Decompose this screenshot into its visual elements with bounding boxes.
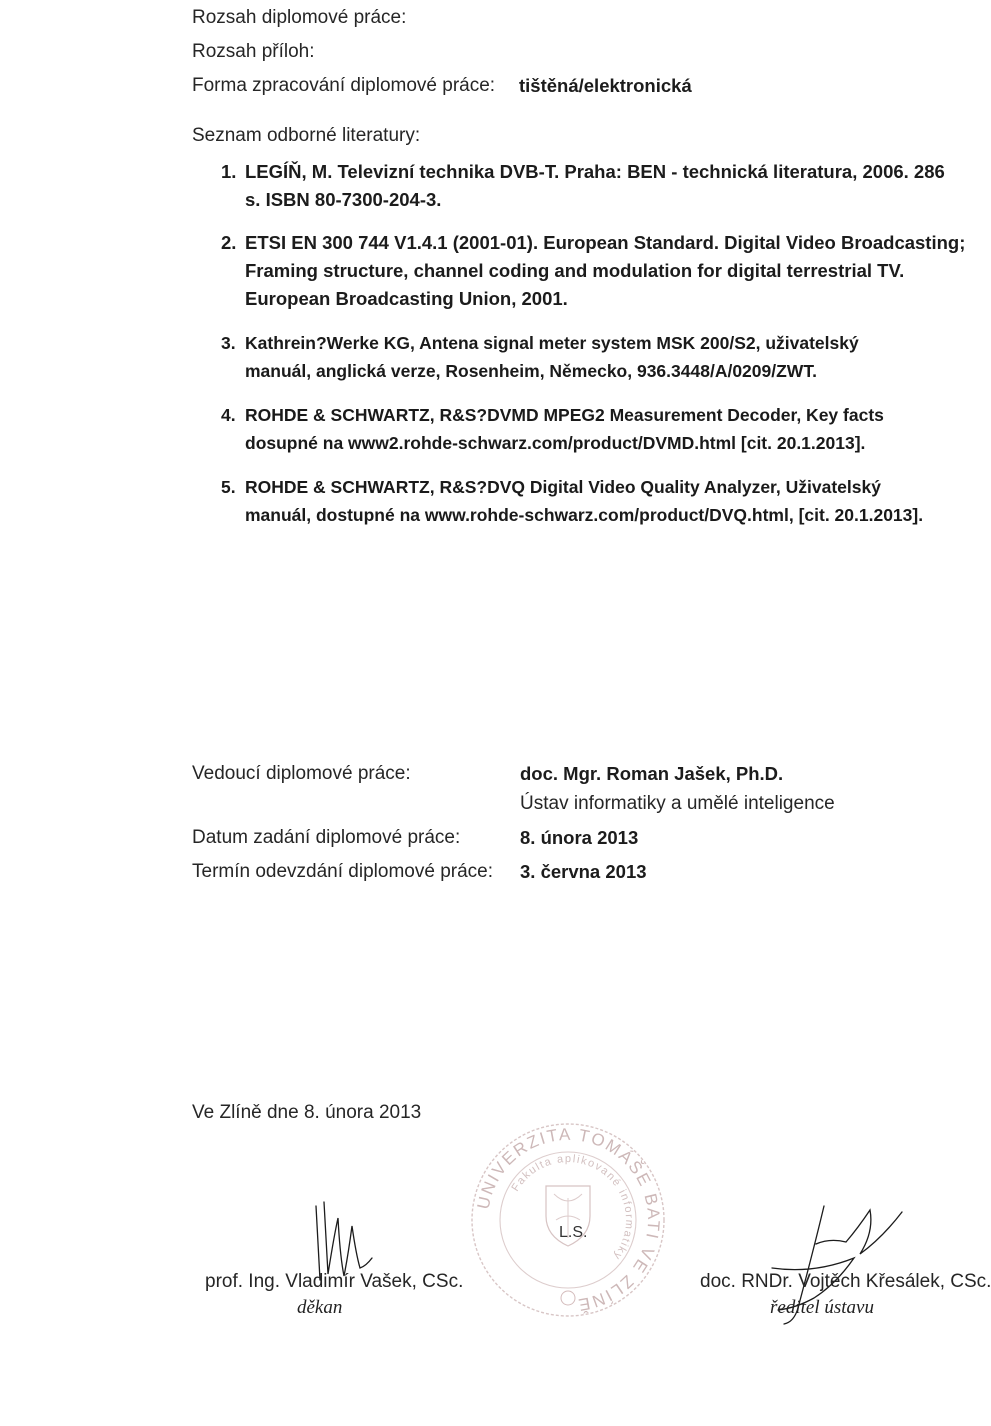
datum-zadani-label: Datum zadání diplomové práce: [192,827,461,848]
reference-line: manuál, anglická verze, Rosenheim, Německo, 936.3448/A/0209/ZWT. [245,361,817,381]
seznam-label: Seznam odborné literatury: [192,125,421,146]
dean-name: prof. Ing. Vladimír Vašek, CSc. [205,1271,464,1292]
rozsah-prace-label: Rozsah diplomové práce: [192,7,407,28]
termin-odevzdani-value: 3. června 2013 [520,861,647,882]
reference-line: ROHDE & SCHWARTZ, R&S?DVMD MPEG2 Measurement Decoder, Key facts [245,405,884,425]
place-date: Ve Zlíně dne 8. února 2013 [192,1102,422,1123]
datum-zadani-value: 8. února 2013 [520,827,639,848]
termin-odevzdani-label: Termín odevzdání diplomové práce: [192,861,493,882]
reference-line: manuál, dostupné na www.rohde-schwarz.com/product/DVQ.html, [cit. 20.1.2013]. [245,505,924,525]
reference-number: 5. [221,477,236,497]
university-stamp [468,1120,668,1320]
forma-value: tištěná/elektronická [519,75,692,96]
reference-line: Kathrein?Werke KG, Antena signal meter system MSK 200/S2, uživatelský [245,333,859,353]
rozsah-priloh-label: Rozsah příloh: [192,41,315,62]
reference-line: ETSI EN 300 744 V1.4.1 (2001-01). European Standard. Digital Video Broadcasting; [245,232,966,253]
stamp-ls-label: L.S. [559,1224,588,1241]
reference-number: 3. [221,333,236,353]
reference-number: 2. [221,232,237,253]
reference-line: LEGÍŇ, M. Televizní technika DVB-T. Praha: BEN - technická literatura, 2006. 286 [245,161,945,182]
reference-line: dosupné na www2.rohde-schwarz.com/product/DVMD.html [cit. 20.1.2013]. [245,433,866,453]
reference-line: Framing structure, channel coding and modulation for digital terrestrial TV. [245,260,905,281]
reference-line: s. ISBN 80-7300-204-3. [245,189,442,210]
director-name: doc. RNDr. Vojtěch Křesálek, CSc. [700,1271,991,1292]
vedouci-institute: Ústav informatiky a umělé inteligence [520,793,835,814]
reference-number: 1. [221,161,237,182]
dean-role: děkan [297,1297,343,1318]
reference-line: ROHDE & SCHWARTZ, R&S?DVQ Digital Video Quality Analyzer, Uživatelský [245,477,881,497]
forma-label: Forma zpracování diplomové práce: [192,75,496,96]
vedouci-label: Vedoucí diplomové práce: [192,763,411,784]
stamp-inner-text: Fakulta aplikované informatiky [509,1152,636,1263]
director-role: ředitel ústavu [770,1297,874,1318]
reference-line: European Broadcasting Union, 2001. [245,288,568,309]
stamp-outer-text: UNIVERZITA TOMÁŠE BATI VE ZLÍNĚ [473,1124,664,1315]
vedouci-name: doc. Mgr. Roman Jašek, Ph.D. [520,763,784,784]
reference-number: 4. [221,405,236,425]
